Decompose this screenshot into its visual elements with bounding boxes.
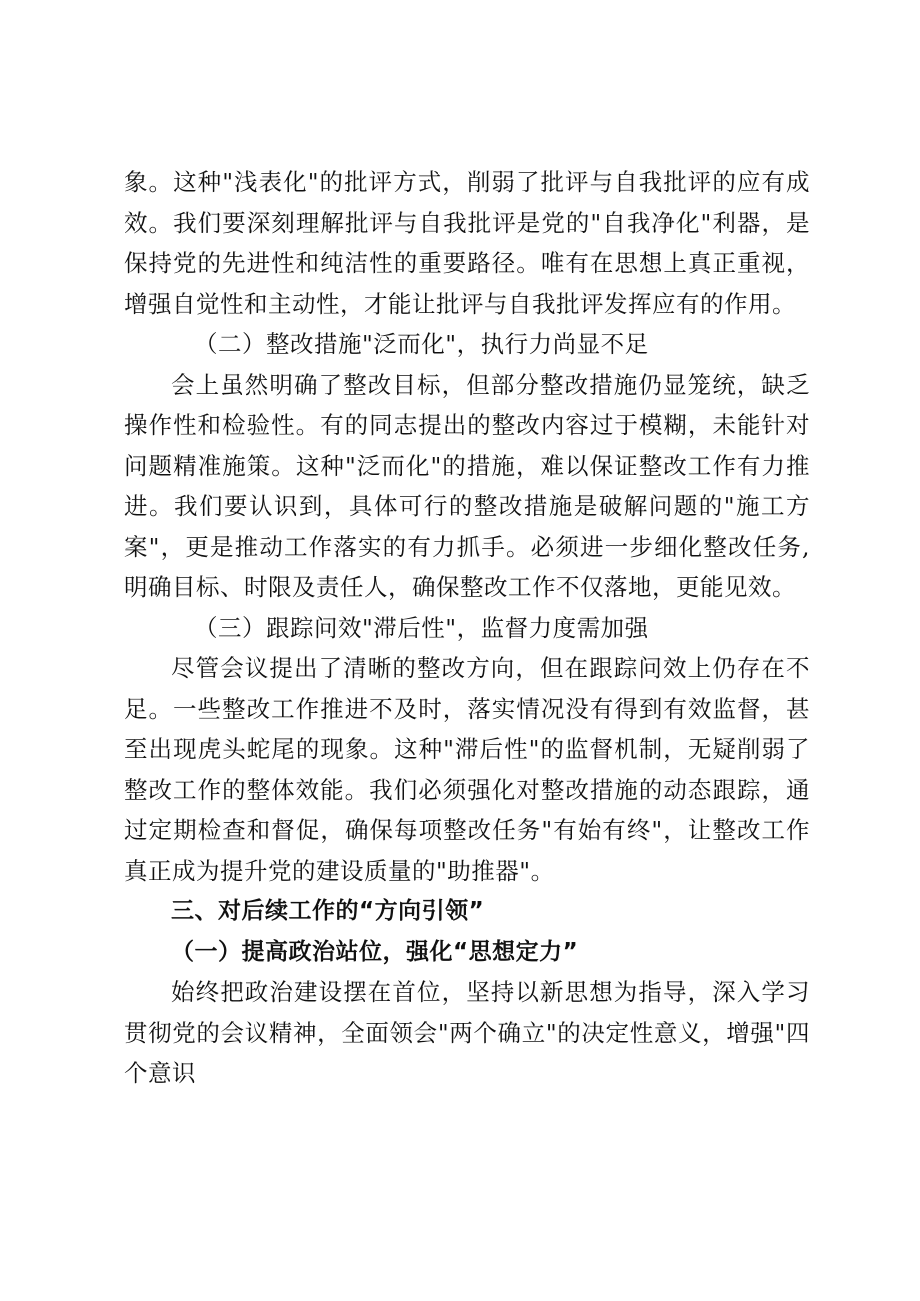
- paragraph-political-stance: 始终把政治建设摆在首位，坚持以新思想为指导，深入学习贯彻党的会议精神，全面领会"两个确立"的决定性意义，增强"四个意识: [124, 978, 810, 1087]
- document-body: [124, 162, 810, 1094]
- subheading-tracking-accountability: （三）跟踪问效"滞后性"，监督力度需加强: [194, 613, 649, 642]
- section-heading-direction: 三、对后续工作的“方向引领”: [171, 898, 485, 924]
- subheading-rectification-measures: （二）整改措施"泛而化"，执行力尚显不足: [194, 330, 649, 358]
- paragraph-continuation: 象。这种"浅表化"的批评方式，削弱了批评与自我批评的应有成效。我们要深刻理解批评与自我批评是党的"自我净化"利器，是保持党的先进性和纯洁性的重要路径。唯有在思想上真正重视，增强自觉性和主动性，才能让批评与自我批评发挥应有的作用。: [124, 168, 810, 318]
- subheading-political-stance: （一）提高政治站位，强化“思想定力”: [171, 938, 579, 965]
- paragraph-tracking-accountability: 尽管会议提出了清晰的整改方向，但在跟踪问效上仍存在不足。一些整改工作推进不及时，落实情况没有得到有效监督，甚至出现虎头蛇尾的现象。这种"滞后性"的监督机制，无疑削弱了整改工作的整体效能。我们必须强化对整改措施的动态跟踪，通过定期检查和督促，确保每项整改任务"有始有终"，让整改工作真正成为提升党的建设质量的"助推器"。: [124, 654, 810, 885]
- paragraph-rectification-measures: 会上虽然明确了整改目标，但部分整改措施仍显笼统，缺乏操作性和检验性。有的同志提出的整改内容过于模糊，未能针对问题精准施策。这种"泛而化"的措施，难以保证整改工作有力推进。我们要认识到，具体可行的整改措施是破解问题的"施工方案"，更是推动工作落实的有力抓手。必须进一步细化整改任务,明确目标、时限及责任人，确保整改工作不仅落地，更能见效。: [124, 370, 810, 601]
